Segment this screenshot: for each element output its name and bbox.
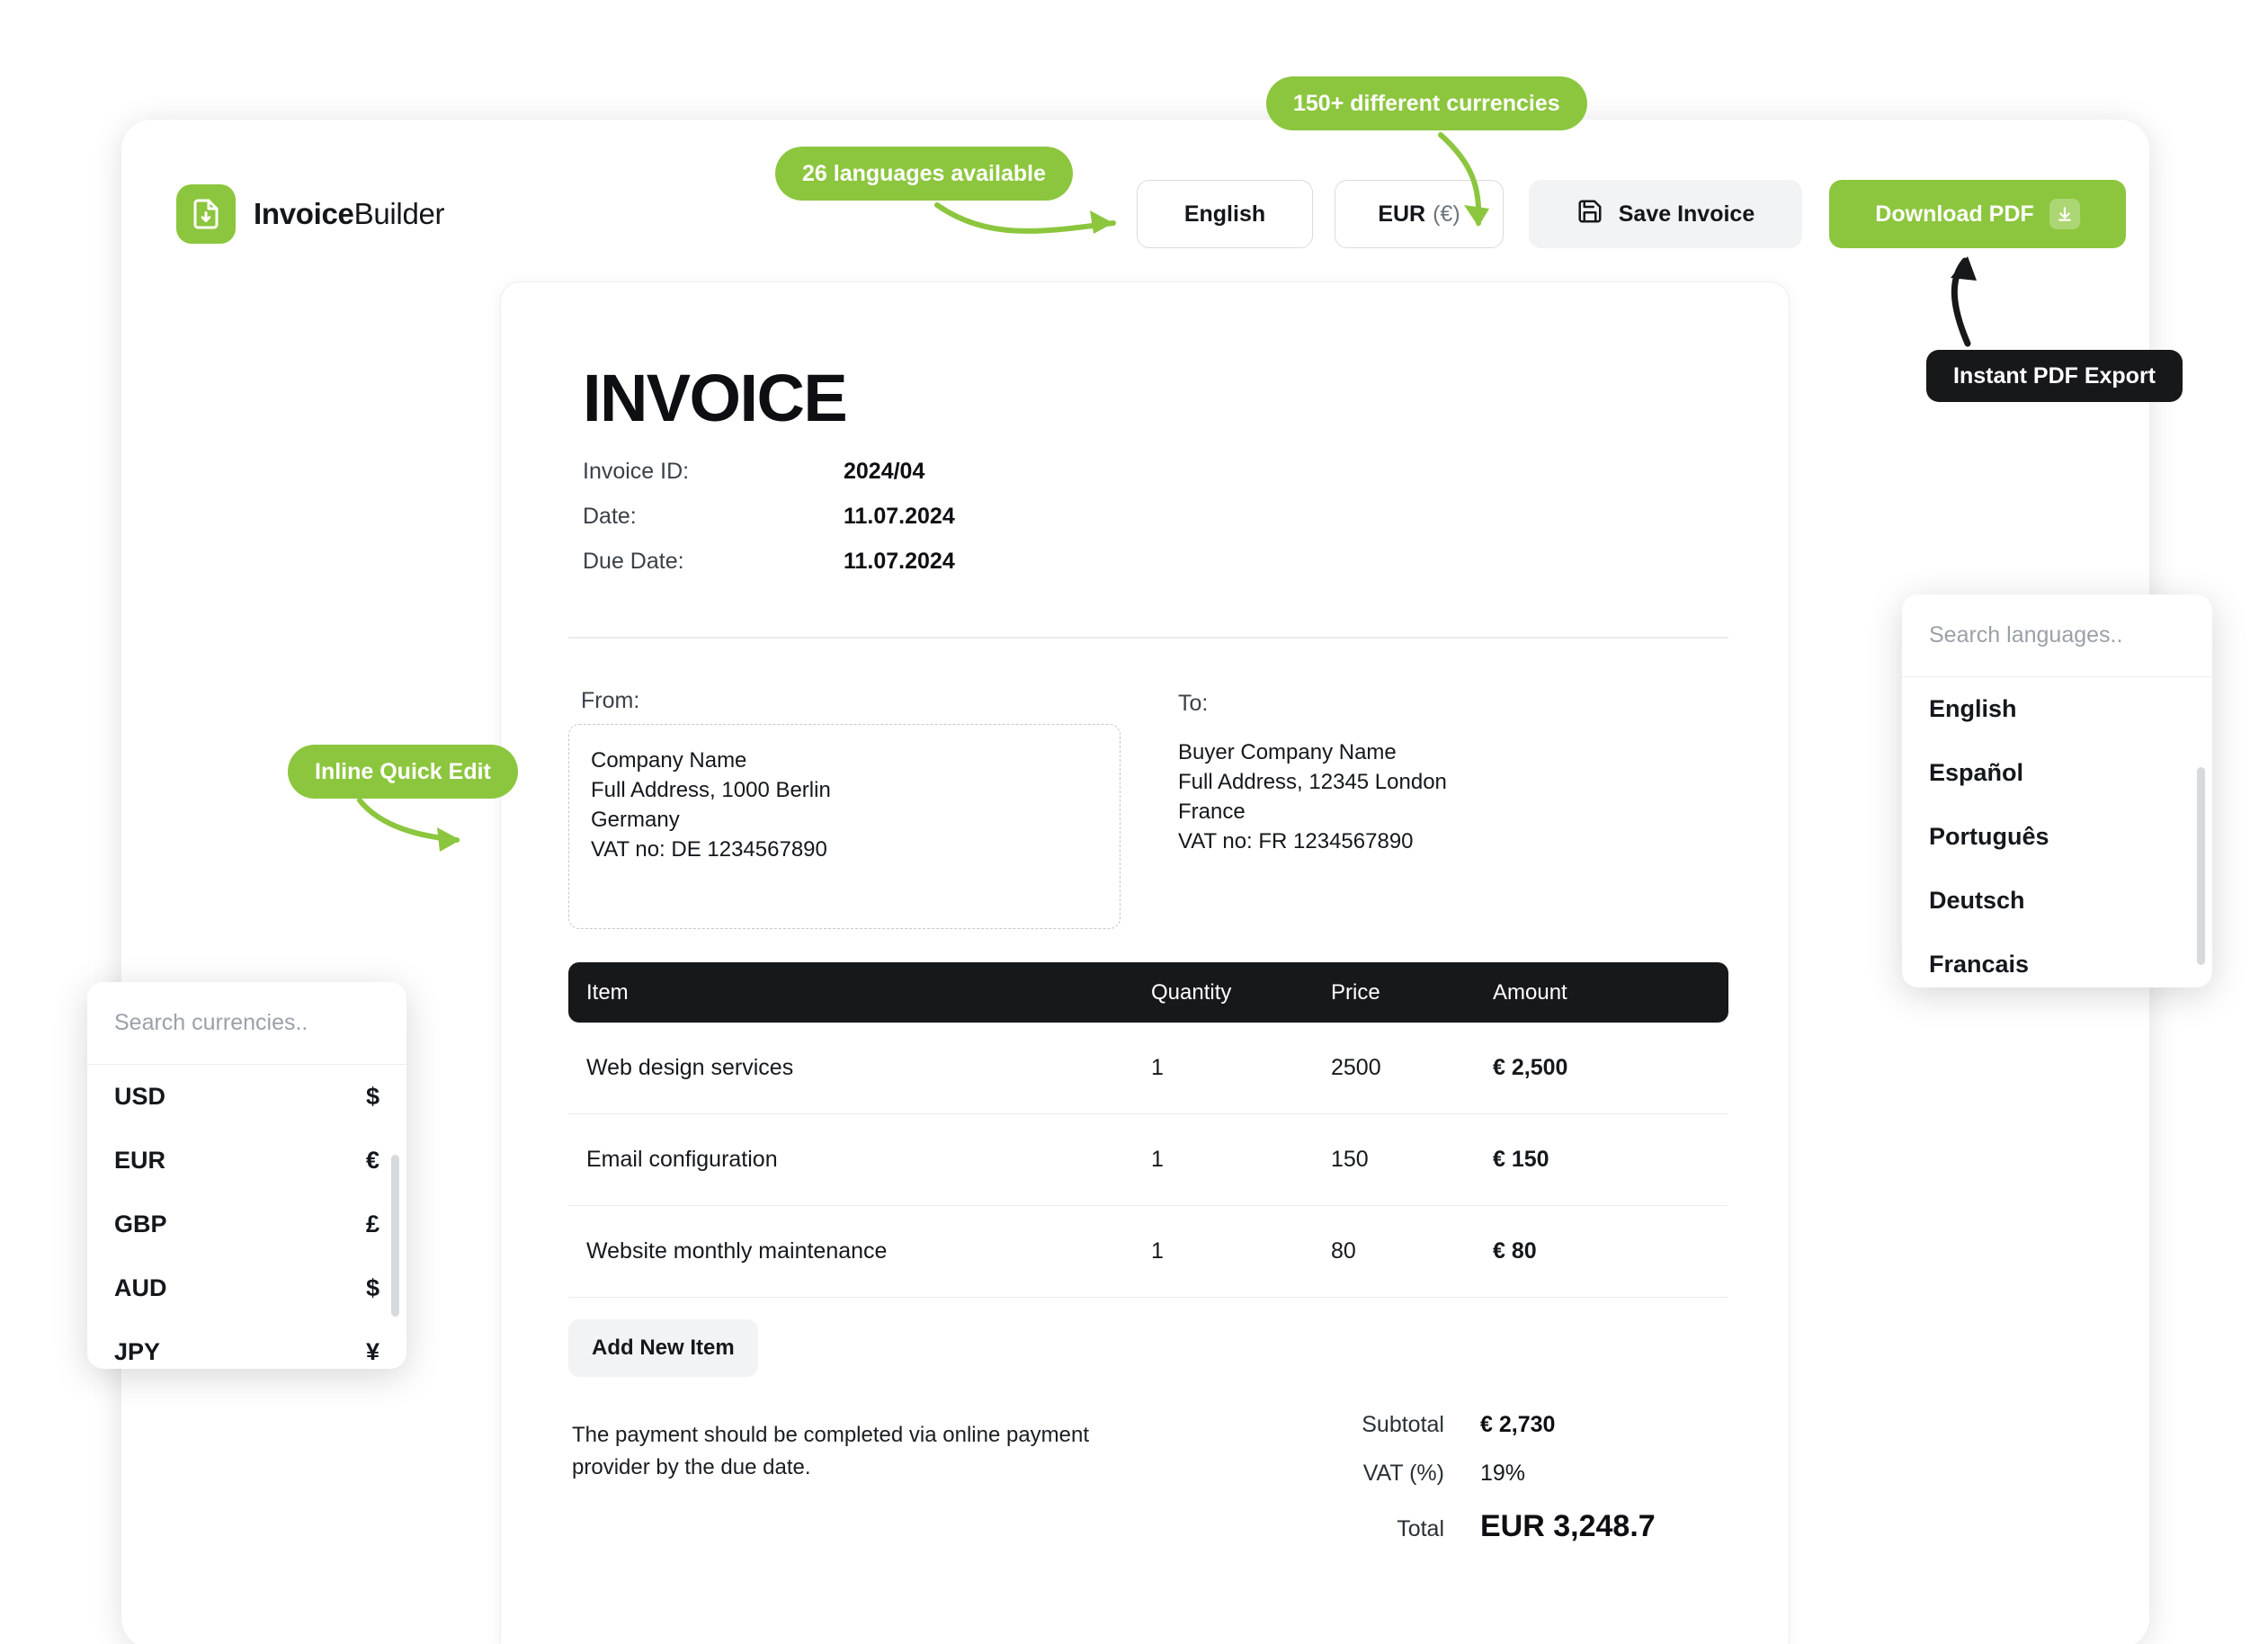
section-divider bbox=[568, 637, 1728, 639]
vat-value[interactable]: 19% bbox=[1480, 1461, 1526, 1486]
from-line: Company Name bbox=[591, 748, 747, 773]
table-row[interactable] bbox=[568, 1206, 1728, 1298]
callout-pdf-export: Instant PDF Export bbox=[1926, 350, 2183, 402]
language-selector-button[interactable] bbox=[1137, 180, 1313, 248]
download-pdf-label: Download PDF bbox=[1875, 201, 2034, 227]
language-option-portugues[interactable]: Português bbox=[1929, 823, 2049, 850]
callout-languages: 26 languages available bbox=[775, 147, 1073, 201]
meta-label: Date: bbox=[583, 504, 637, 529]
from-line: Full Address, 1000 Berlin bbox=[591, 778, 831, 802]
meta-label: Due Date: bbox=[583, 549, 684, 574]
currency-symbol: ¥ bbox=[365, 1338, 379, 1365]
currency-symbol: $ bbox=[365, 1083, 379, 1110]
save-invoice-label: Save Invoice bbox=[1618, 201, 1755, 227]
brand-name bbox=[254, 197, 444, 231]
vat-label: VAT (%) bbox=[1362, 1461, 1444, 1486]
brand-name-bold: Invoice bbox=[254, 197, 354, 230]
column-header-quantity: Quantity bbox=[1151, 979, 1232, 1005]
items-table bbox=[568, 962, 1728, 1298]
column-header-amount: Amount bbox=[1493, 979, 1567, 1005]
to-label: To: bbox=[1178, 691, 1209, 716]
save-icon bbox=[1576, 198, 1603, 231]
meta-value[interactable]: 11.07.2024 bbox=[844, 549, 955, 574]
currency-list bbox=[87, 1065, 406, 1369]
from-line: Germany bbox=[591, 808, 680, 832]
language-option-espanol[interactable]: Español bbox=[1929, 759, 2024, 786]
totals-row bbox=[1286, 1461, 1736, 1487]
currency-dropdown-panel[interactable] bbox=[87, 982, 406, 1369]
totals-row-grand bbox=[1286, 1509, 1736, 1544]
totals-row bbox=[1286, 1412, 1736, 1438]
brand bbox=[176, 184, 444, 244]
currency-option-jpy[interactable] bbox=[87, 1320, 406, 1369]
subtotal-label: Subtotal bbox=[1362, 1412, 1444, 1437]
currency-option-aud[interactable] bbox=[87, 1256, 406, 1320]
cell-quantity[interactable]: 1 bbox=[1151, 1055, 1164, 1080]
from-label: From: bbox=[581, 688, 640, 713]
currency-option-gbp[interactable] bbox=[87, 1193, 406, 1256]
totals-block bbox=[1286, 1412, 1736, 1567]
currency-option-eur[interactable] bbox=[87, 1129, 406, 1193]
currency-code: GBP bbox=[114, 1211, 167, 1237]
meta-value[interactable]: 2024/04 bbox=[844, 459, 925, 484]
currency-code: EUR bbox=[114, 1147, 166, 1174]
cell-price[interactable]: 80 bbox=[1331, 1238, 1356, 1264]
currency-option-usd[interactable] bbox=[87, 1065, 406, 1129]
currency-search-input[interactable]: Search currencies.. bbox=[87, 982, 406, 1065]
currency-symbol: $ bbox=[365, 1274, 379, 1301]
meta-row bbox=[583, 459, 1140, 485]
from-address-box[interactable] bbox=[568, 724, 1121, 929]
cell-price[interactable]: 150 bbox=[1331, 1147, 1369, 1172]
language-selector-label: English bbox=[1183, 201, 1266, 227]
cell-price[interactable]: 2500 bbox=[1331, 1055, 1381, 1080]
currency-selector-label: EUR bbox=[1378, 201, 1426, 227]
table-row[interactable] bbox=[568, 1114, 1728, 1206]
cell-item[interactable]: Web design services bbox=[586, 1055, 794, 1080]
from-line: VAT no: DE 1234567890 bbox=[591, 837, 827, 862]
brand-name-light: Builder bbox=[353, 197, 445, 230]
currency-code: JPY bbox=[114, 1338, 161, 1365]
language-list bbox=[1902, 677, 2212, 987]
invoice-download-logo-icon bbox=[176, 184, 236, 244]
language-list-scrollbar[interactable] bbox=[2197, 767, 2205, 965]
currency-selector-button[interactable] bbox=[1335, 180, 1504, 248]
language-search-input[interactable]: Search languages.. bbox=[1902, 594, 2212, 677]
callout-inline-edit: Inline Quick Edit bbox=[288, 745, 518, 799]
payment-note: The payment should be completed via online payment provider by the due date. bbox=[572, 1423, 1090, 1479]
language-option-francais[interactable]: Francais bbox=[1929, 951, 2030, 978]
total-label: Total bbox=[1397, 1516, 1444, 1541]
meta-row bbox=[583, 549, 1140, 575]
column-header-price: Price bbox=[1331, 979, 1380, 1005]
language-option-deutsch[interactable]: Deutsch bbox=[1929, 887, 2025, 914]
to-line: Full Address, 12345 London bbox=[1178, 770, 1447, 794]
subtotal-value: € 2,730 bbox=[1480, 1412, 1556, 1437]
cell-quantity[interactable]: 1 bbox=[1151, 1147, 1164, 1172]
currency-selector-symbol: (€) bbox=[1433, 201, 1460, 227]
currency-code: USD bbox=[114, 1083, 166, 1110]
currency-code: AUD bbox=[114, 1274, 167, 1301]
cell-amount: € 2,500 bbox=[1493, 1055, 1568, 1080]
meta-value[interactable]: 11.07.2024 bbox=[844, 504, 955, 529]
to-line: VAT no: FR 1234567890 bbox=[1178, 829, 1414, 853]
currency-symbol: £ bbox=[365, 1211, 379, 1237]
language-option-english[interactable]: English bbox=[1929, 695, 2017, 722]
cell-item[interactable]: Website monthly maintenance bbox=[586, 1238, 888, 1264]
table-row[interactable] bbox=[568, 1023, 1728, 1114]
to-line: Buyer Company Name bbox=[1178, 740, 1397, 764]
total-value: EUR 3,248.7 bbox=[1480, 1509, 1656, 1543]
save-invoice-button[interactable] bbox=[1529, 180, 1802, 248]
meta-label: Invoice ID: bbox=[583, 459, 690, 484]
invoice-heading: INVOICE bbox=[583, 361, 847, 435]
invoice-meta bbox=[583, 459, 1140, 594]
cell-amount: € 80 bbox=[1493, 1238, 1537, 1264]
meta-row bbox=[583, 504, 1140, 530]
cell-quantity[interactable]: 1 bbox=[1151, 1238, 1164, 1264]
add-new-item-button[interactable]: Add New Item bbox=[568, 1319, 758, 1377]
currency-list-scrollbar[interactable] bbox=[391, 1155, 399, 1317]
download-icon bbox=[2049, 199, 2080, 229]
column-header-item: Item bbox=[586, 979, 629, 1005]
callout-currencies: 150+ different currencies bbox=[1266, 76, 1587, 130]
download-pdf-button[interactable] bbox=[1829, 180, 2126, 248]
currency-symbol: € bbox=[365, 1147, 379, 1174]
to-address-box[interactable] bbox=[1178, 737, 1682, 856]
table-header-row bbox=[568, 962, 1728, 1023]
cell-item[interactable]: Email configuration bbox=[586, 1147, 778, 1172]
to-line: France bbox=[1178, 800, 1246, 824]
cell-amount: € 150 bbox=[1493, 1147, 1549, 1172]
language-dropdown-panel[interactable] bbox=[1902, 594, 2212, 987]
